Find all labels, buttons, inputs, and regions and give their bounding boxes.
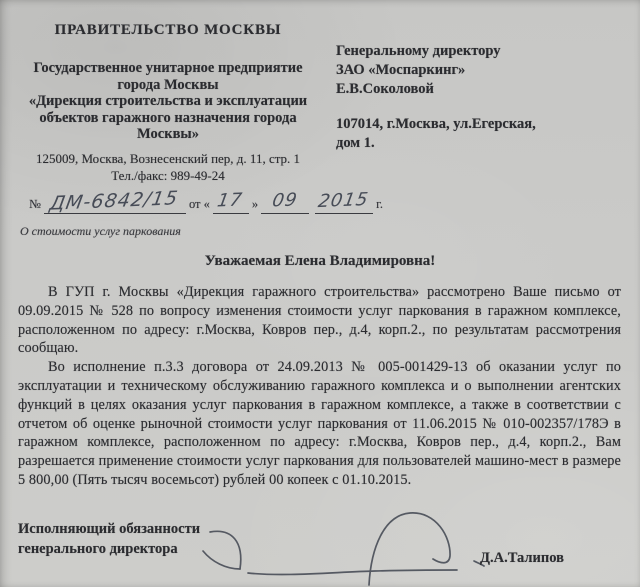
- signer-position-line: генерального директора: [18, 541, 178, 557]
- body-paragraph-1: В ГУП г. Москвы «Дирекция гаражного строительства» рассмотрено Ваше письмо от 09.09.2015 № 528 по вопросу изменения стоимости услуг паркования в гаражном комплексе, расположенном по адресу: г.Москва, Ковров пер., д.4, корп.2., по результатам рассмотрения сообщаю.: [18, 284, 621, 357]
- government-title: ПРАВИТЕЛЬСТВО МОСКВЫ: [54, 22, 282, 38]
- ref-month-field: [261, 187, 309, 214]
- signature-scribble: [195, 500, 495, 587]
- recipient-address-line: 107014, г.Москва, ул.Егерская,: [336, 116, 536, 132]
- signature-dome-stroke: [369, 513, 450, 585]
- letter-body: [18, 283, 621, 490]
- ref-quote-close: »: [251, 197, 259, 211]
- ref-from-label: от «: [188, 197, 210, 211]
- signature-hook-stroke: [203, 551, 240, 569]
- ref-month-handwritten: 09: [270, 189, 299, 212]
- ref-year-field: [315, 187, 373, 214]
- signature-hook-stroke: [210, 531, 241, 569]
- org-name-line: города Москвы: [117, 76, 219, 93]
- org-name-line: объектов гаражного назначения города: [39, 109, 297, 126]
- ref-year-suffix: г.: [376, 197, 383, 211]
- ref-number-label: №: [29, 197, 41, 211]
- recipient-role: Генеральному директору: [336, 43, 501, 59]
- recipient-address-line: дом 1.: [336, 135, 375, 151]
- reference-line: [26, 184, 386, 214]
- body-paragraph-2: Во исполнение п.3.3 договора от 24.09.2013 № 005-001429-13 об оказании услуг по эксплуатации и техническому обслуживанию гаражного комплекса и о выполнении агентских функций в целях оказания услуг паркования в гаражном комплексе, а также в соответствии с отчетом об оценке рыночной стоимости услуг паркования от 11.06.2015 № 010-002357/178Э в гаражном комплексе, расположенном по адресу: г.Москва, Ковров пер., д.4, корп.2., Вам разрешается применение стоимости услуг паркования для пользователей машино-мест в размере 5 800,00 (Пять тысяч восемьсот) рублей 00 копеек с 01.10.2015.: [18, 359, 621, 488]
- org-address: 125009, Москва, Вознесенский пер, д. 11, стр. 1: [35, 150, 301, 166]
- recipient-block: [336, 42, 626, 153]
- recipient-person: Е.В.Соколовой: [336, 81, 434, 97]
- signer-name: Д.А.Талипов: [480, 550, 564, 566]
- org-name-line: Государственное унитарное предприятие: [33, 60, 303, 76]
- recipient-company: ЗАО «Моспаркинг»: [336, 62, 466, 78]
- spacer: [336, 99, 626, 115]
- ref-number-handwritten: ДМ-6842/15: [48, 187, 181, 215]
- organization-name: [14, 60, 322, 143]
- letterhead-block: [14, 22, 322, 184]
- salutation: Уважаемая Елена Владимировна!: [204, 253, 436, 269]
- org-phone: Тел./факс: 989-49-24: [111, 167, 225, 183]
- signature-baseline-stroke: [248, 570, 457, 575]
- organization-contacts: [14, 150, 322, 184]
- ref-number-field: [44, 187, 186, 214]
- ref-year-handwritten: 2015: [316, 188, 371, 213]
- signer-position-line: Исполняющий обязанности: [18, 521, 201, 537]
- signer-position: [18, 519, 200, 559]
- letter-subject: О стоимости услуг паркования: [20, 224, 181, 238]
- ref-day-handwritten: 17: [216, 189, 245, 212]
- org-name-line: Москвы»: [137, 126, 199, 142]
- org-name-line: «Дирекция строительства и эксплуатации: [28, 93, 308, 109]
- ref-day-field: [213, 187, 249, 214]
